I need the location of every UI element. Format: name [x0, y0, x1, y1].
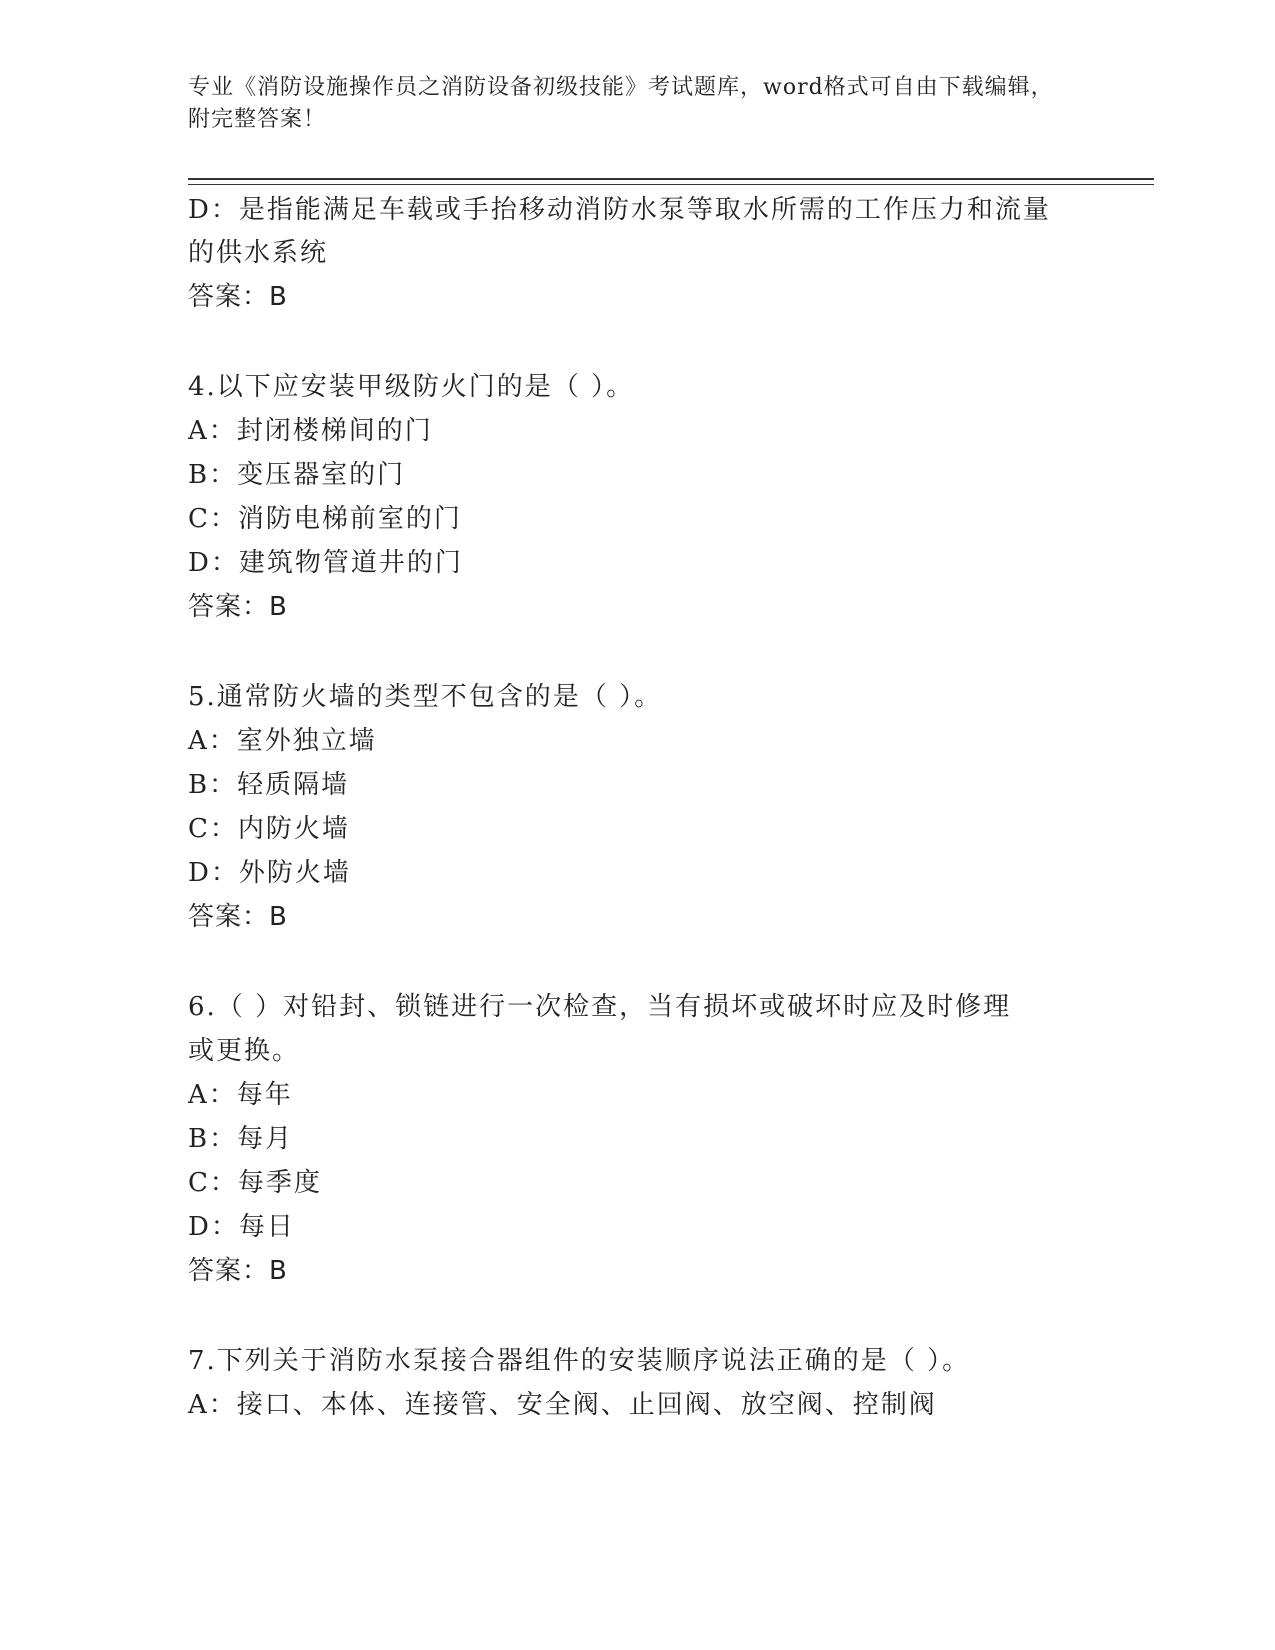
document-header-intro: 专业《消防设施操作员之消防设备初级技能》考试题库，word格式可自由下载编辑，附完整答案！: [188, 75, 1054, 132]
question-7-stem: 7.下列关于消防水泵接合器组件的安装顺序说法正确的是（ ）。: [188, 1346, 971, 1376]
question-4-option-c: C：消防电梯前室的门: [188, 504, 462, 534]
option-d-line-1: D：是指能满足车载或手抬移动消防水泵等取水所需的工作压力和流量: [188, 195, 1051, 225]
question-6-option-b: B：每月: [188, 1124, 294, 1154]
question-5-option-a: A：室外独立墙: [188, 726, 377, 756]
question-6-stem-line-1: 6.（ ）对铅封、锁链进行一次检查，当有损坏或破坏时应及时修理: [188, 992, 1012, 1022]
question-6-option-c: C：每季度: [188, 1168, 322, 1198]
question-5-answer: 答案：B: [188, 902, 288, 932]
question-4-answer: 答案：B: [188, 592, 288, 622]
question-6-answer: 答案：B: [188, 1256, 288, 1286]
question-4-stem: 4.以下应安装甲级防火门的是（ ）。: [188, 372, 635, 402]
question-5-option-c: C：内防火墙: [188, 814, 350, 844]
question-6-option-a: A：每年: [188, 1080, 293, 1110]
option-d-line-2: 的供水系统: [188, 238, 329, 268]
question-6-stem-line-2: 或更换。: [188, 1036, 301, 1066]
question-7-option-a: A：接口、本体、连接管、安全阀、止回阀、放空阀、控制阀: [188, 1390, 937, 1420]
answer-text: 答案：B: [188, 282, 288, 312]
question-5-option-b: B：轻质隔墙: [188, 770, 350, 800]
question-6-option-d: D：每日: [188, 1212, 295, 1242]
question-4-option-a: A：封闭楼梯间的门: [188, 416, 433, 446]
question-5-stem: 5.通常防火墙的类型不包含的是（ ）。: [188, 682, 663, 712]
header-divider-thick: [188, 178, 1154, 180]
header-divider-thin: [188, 184, 1154, 185]
question-4-option-b: B：变压器室的门: [188, 460, 406, 490]
question-4-option-d: D：建筑物管道井的门: [188, 548, 463, 578]
question-5-option-d: D：外防火墙: [188, 858, 351, 888]
